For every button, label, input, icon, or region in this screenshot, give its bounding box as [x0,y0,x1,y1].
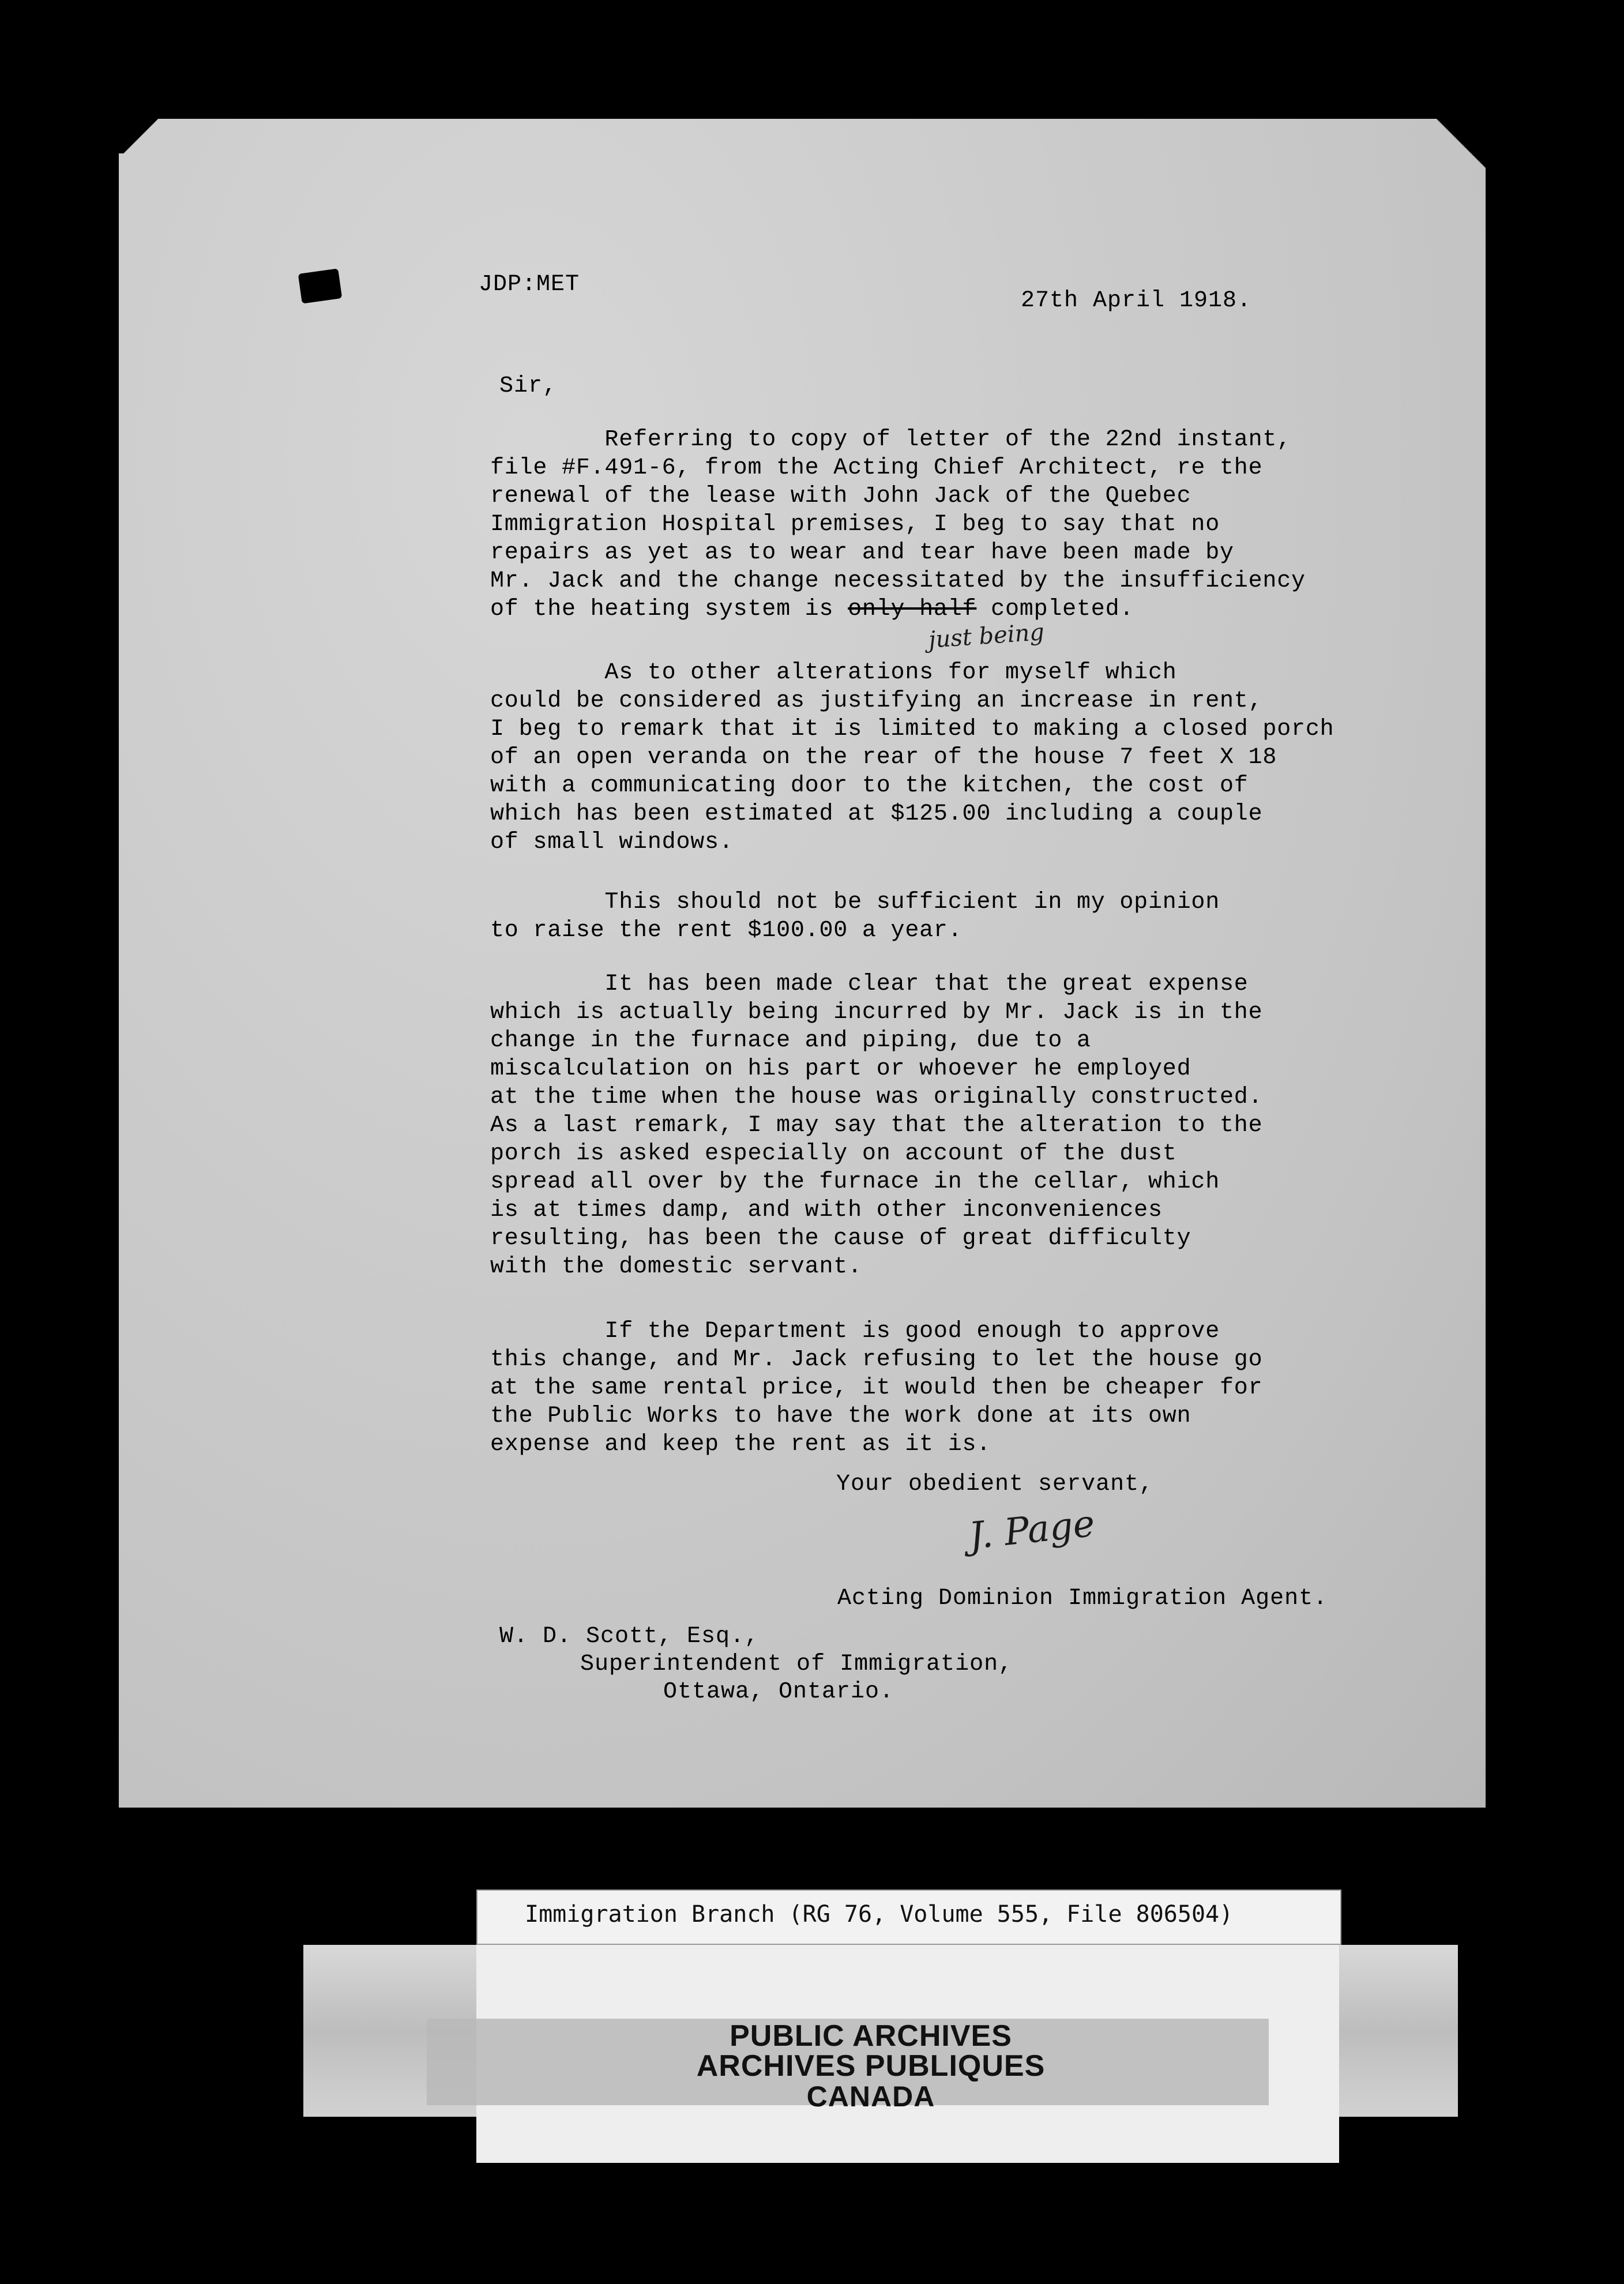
text-line: at the same rental price, it would then be cheaper for [490,1375,1263,1401]
address-line: Superintendent of Immigration, [580,1651,1013,1677]
text-line: change in the furnace and piping, due to a [490,1028,1091,1054]
text-line: I beg to remark that it is limited to making a closed porch [490,716,1334,742]
text-line: Immigration Hospital premises, I beg to say that no [490,512,1220,538]
text-line: porch is asked especially on account of the dust [490,1141,1177,1167]
paragraph-3 [490,888,1220,945]
closing: Your obedient servant, [836,1471,1154,1497]
address-line: W. D. Scott, Esq., [499,1624,760,1650]
text-line: Mr. Jack and the change necessitated by the insufficiency [490,568,1306,594]
text-line: As to other alterations for myself which [490,660,1177,686]
archive-caption [476,1889,1341,1945]
text-line: the Public Works to have the work done at its own [490,1403,1191,1429]
text-line: to raise the rent $100.00 a year. [490,918,963,944]
archive-stamp-line: ARCHIVES PUBLIQUES [696,2049,1046,2083]
text-line: This should not be sufficient in my opinion [490,889,1220,915]
letter-page [119,119,1486,1808]
page-corner-tear [1416,119,1486,171]
signature: J. Page [967,1502,1097,1558]
text-line: is at times damp, and with other inconveniences [490,1197,1163,1223]
text-line: which is actually being incurred by Mr. Jack is in the [490,1000,1263,1025]
text-line: file #F.491-6, from the Acting Chief Architect, re the [490,455,1263,481]
paragraph-5 [490,1317,1262,1459]
text-line: As a last remark, I may say that the alteration to the [490,1113,1263,1139]
text-line: with a communicating door to the kitchen, the cost of [490,773,1249,799]
paragraph-1 [490,426,1306,623]
caption-text: Immigration Branch (RG 76, Volume 555, File 806504) [525,1901,1234,1928]
text-line: miscalculation on his part or whoever he employed [490,1056,1191,1082]
text-line: could be considered as justifying an increase in rent, [490,688,1263,714]
archive-stamp-line: PUBLIC ARCHIVES [730,2019,1012,2053]
punch-hole-mark [298,268,343,303]
text-line: with the domestic servant. [490,1254,862,1280]
text-line: of small windows. [490,829,734,855]
paragraph-4 [490,970,1262,1281]
text-line: repairs as yet as to wear and tear have been made by [490,540,1234,566]
page-corner-fold [119,119,171,153]
text-line: this change, and Mr. Jack refusing to let the house go [490,1347,1263,1373]
text-line: of the heating system is only half completed. [490,596,1134,622]
text-line: of an open veranda on the rear of the house 7 feet X 18 [490,745,1277,771]
text-line: spread all over by the furnace in the cellar, which [490,1169,1220,1195]
signature-title: Acting Dominion Immigration Agent. [837,1586,1328,1611]
reference-code: JDP:MET [479,272,580,298]
letter-date: 27th April 1918. [1021,288,1252,314]
text-line: Referring to copy of letter of the 22nd instant, [490,427,1292,453]
text-line: at the time when the house was originally constructed. [490,1084,1263,1110]
text-line: renewal of the lease with John Jack of the Quebec [490,483,1191,509]
text-line: expense and keep the rent as it is. [490,1432,991,1457]
text-line: It has been made clear that the great expense [490,971,1249,997]
archive-stamp-line: CANADA [806,2080,935,2113]
handwritten-insert: just being [927,619,1046,653]
address-line: Ottawa, Ontario. [663,1679,894,1705]
paragraph-2 [490,659,1334,857]
text-line: If the Department is good enough to approve [490,1318,1220,1344]
struck-text: only half [848,596,977,622]
salutation: Sir, [499,373,558,399]
text-line: which has been estimated at $125.00 including a couple [490,801,1263,827]
text-line: resulting, has been the cause of great difficulty [490,1226,1191,1252]
